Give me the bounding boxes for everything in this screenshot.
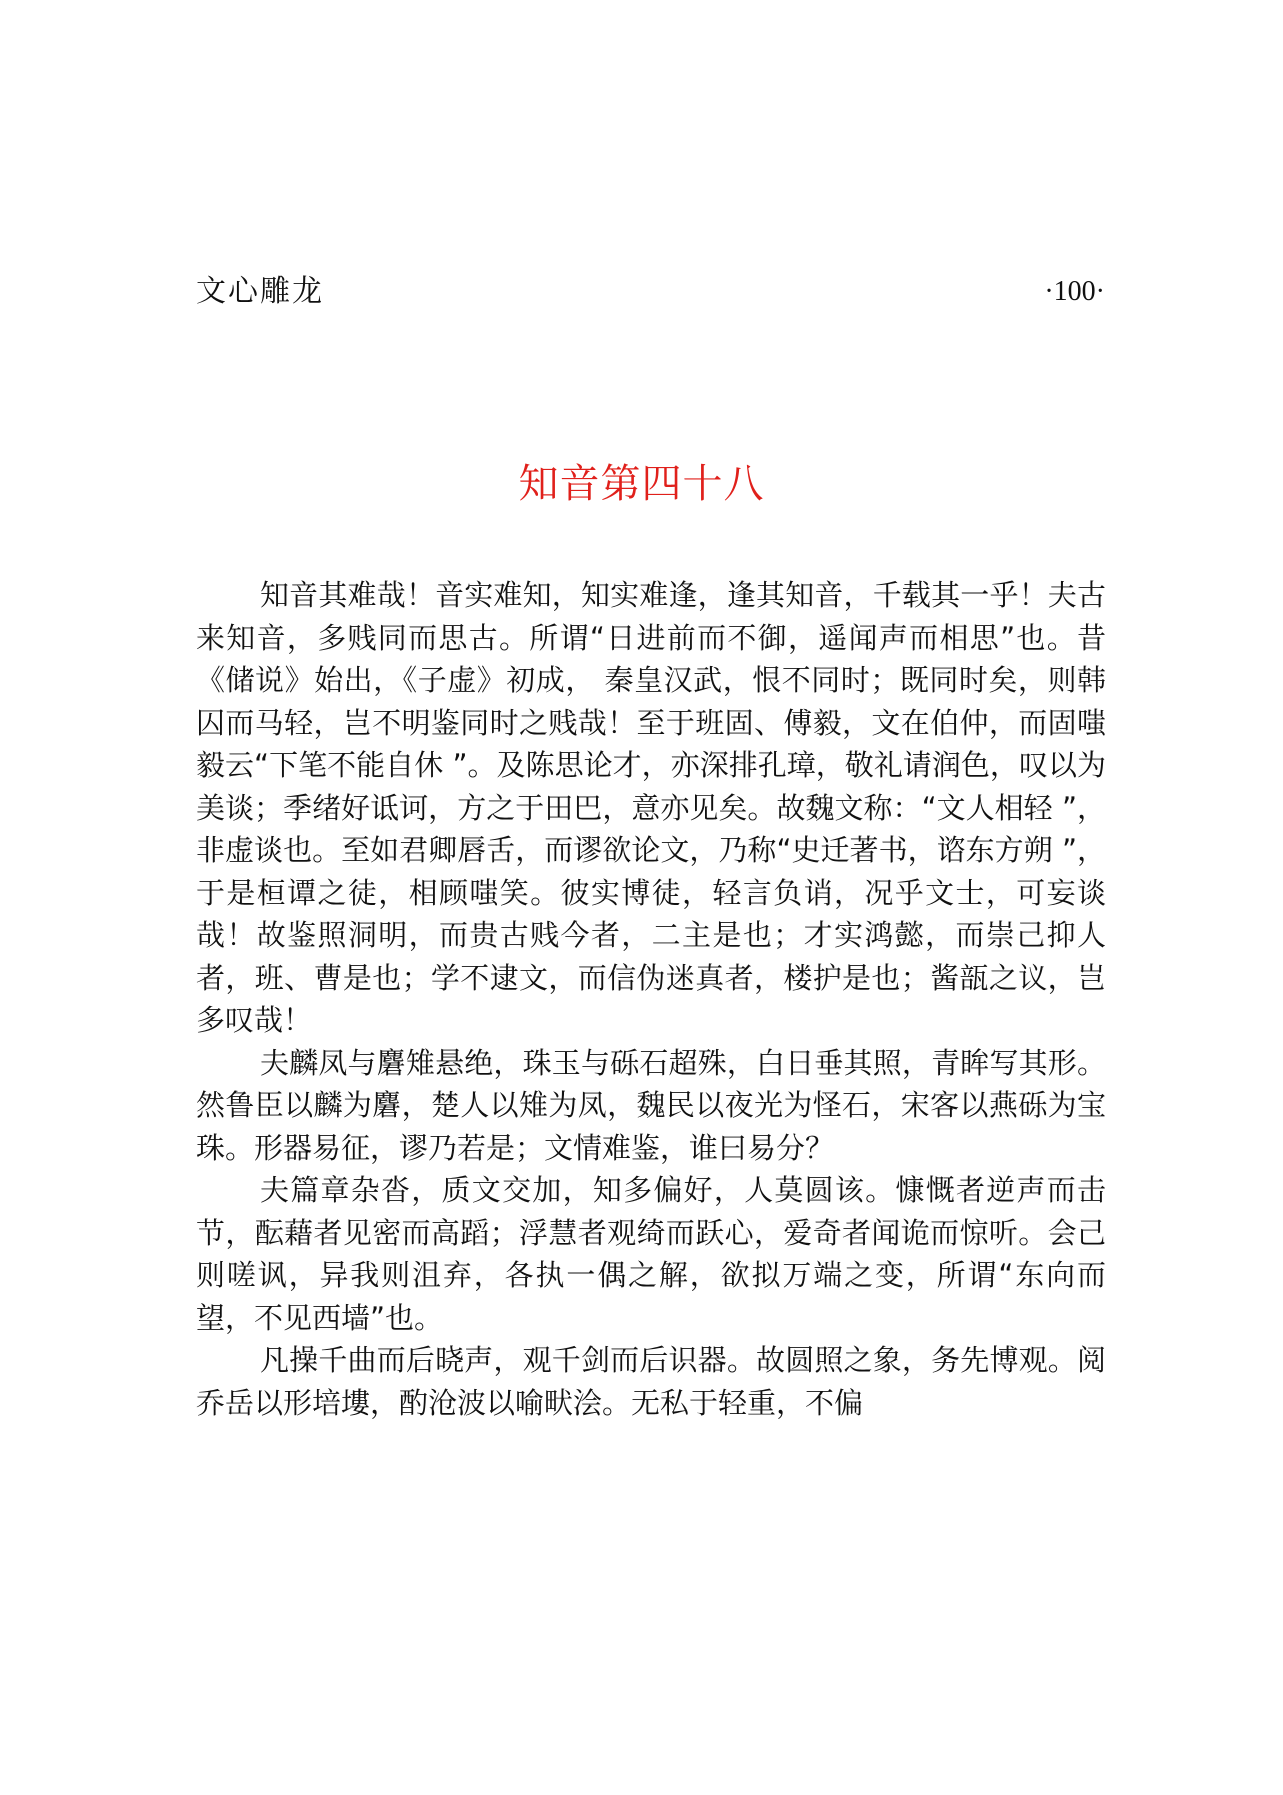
paragraph: 夫麟凤与麏雉悬绝，珠玉与砾石超殊，白日垂其照，青眸写其形。然鲁臣以麟为麏，楚人以雉为凤，魏民以夜光为怪石，宋客以燕砾为宝珠。形器易征，谬乃若是；文情难鉴，谁曰易分？ — [196, 1045, 1106, 1165]
running-head-book-title: 文心雕龙 — [196, 274, 324, 309]
paragraph: 凡操千曲而后晓声，观千剑而后识器。故圆照之象，务先博观。阅乔岳以形培塿，酌沧波以喻畎浍。无私于轻重，不偏 — [196, 1343, 1106, 1420]
chapter-title: 知音第四十八 — [518, 461, 765, 507]
paragraph: 夫篇章杂沓，质文交加，知多偏好，人莫圆该。慷慨者逆声而击节，酝藉者见密而高蹈；浮慧者观绮而跃心，爱奇者闻诡而惊听。会己则嗟讽，异我则沮弃，各执一偶之解，欲拟万端之变，所谓“东向而望，不见西墙”也。 — [196, 1173, 1106, 1335]
body-text — [196, 574, 1106, 1424]
page-number: ·100· — [1044, 276, 1105, 307]
paragraph: 知音其难哉！音实难知，知实难逢，逢其知音，千载其一乎！夫古来知音，多贱同而思古。所谓“日进前而不御，遥闻声而相思”也。昔《储说》始出，《子虚》初成， 秦皇汉武，恨不同时；既同时矣，则韩囚而马轻，岂不明鉴同时之贱哉！至于班固、傅毅，文在伯仲，而固嗤毅云“下笔不能自休 ”。及陈思论才，亦深排孔璋，敬礼请润色，叹以为美谈；季绪好诋诃，方之于田巴，意亦见矣。故魏文称：“文人相轻 ”，非虚谈也。至如君卿唇舌，而谬欲论文，乃称“史迁著书，谘东方朔 ”，于是桓谭之徒，相顾嗤笑。彼实博徒，轻言负诮，况乎文士，可妄谈哉！故鉴照洞明，而贵古贱今者，二主是也；才实鸿懿，而崇己抑人者，班、曹是也；学不逮文，而信伪迷真者，楼护是也；酱瓿之议，岂多叹哉！ — [196, 578, 1106, 1037]
